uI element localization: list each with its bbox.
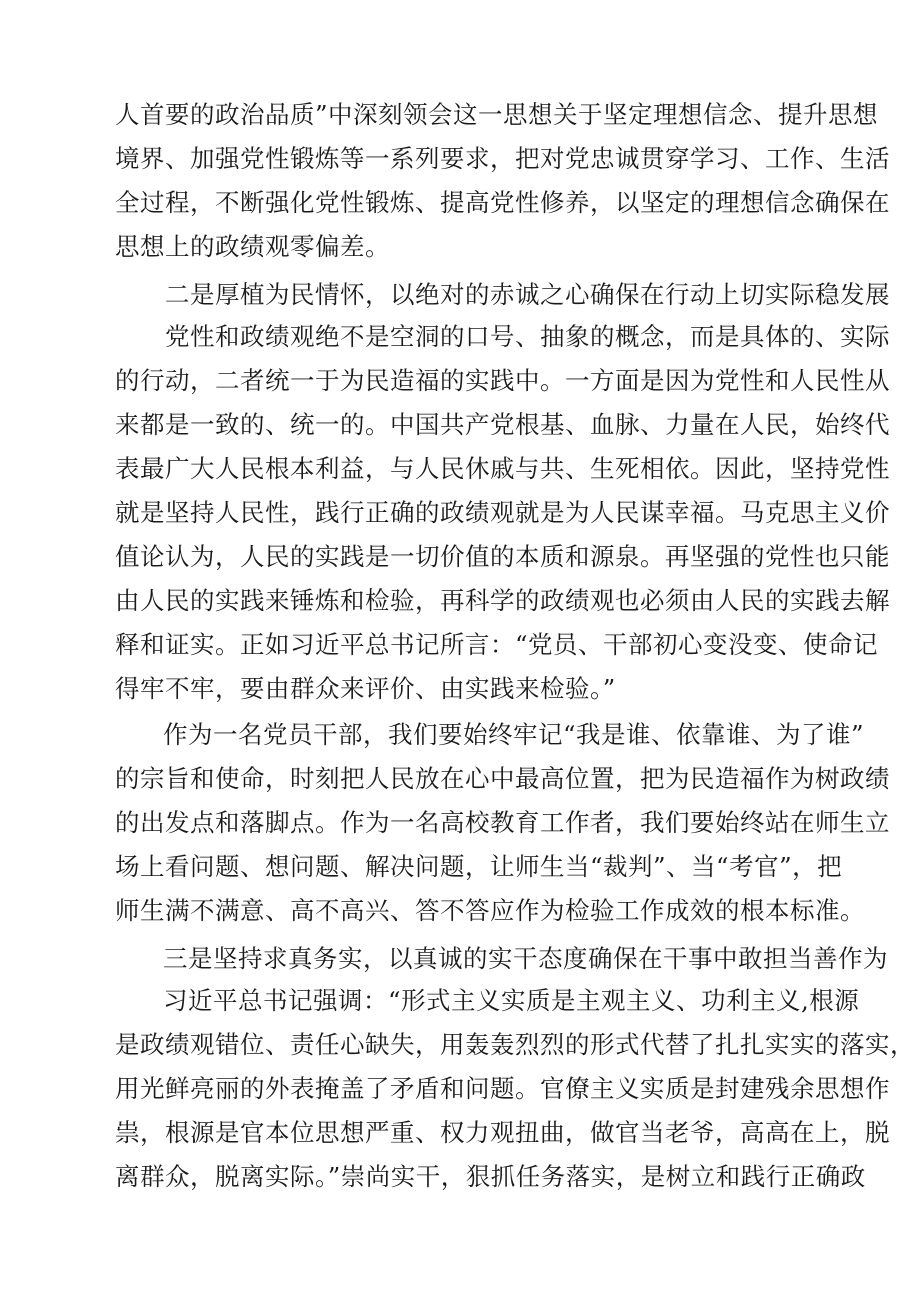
body-text-line: 得牢不牢，要由群众来评价、由实践来检验。” (115, 674, 616, 703)
body-text-line: 师生满不满意、高不高兴、答不答应作为检验工作成效的根本标准。 (115, 896, 865, 925)
body-text-line: 离群众，脱离实际。”崇尚实干，狠抓任务落实，是树立和践行正确政 (115, 1162, 866, 1191)
body-text-line: 表最广大人民根本利益，与人民休戚与共、生死相依。因此，坚持党性 (115, 454, 890, 483)
body-text-line: 全过程，不断强化党性锻炼、提高党性修养，以坚定的理想信念确保在 (115, 188, 890, 217)
body-text-line: 境界、加强党性锻炼等一系列要求，把对党忠诚贯穿学习、工作、生活 (115, 144, 890, 173)
body-text-line: 用光鲜亮丽的外表掩盖了矛盾和问题。官僚主义实质是封建残余思想作 (115, 1074, 890, 1103)
body-text-line: 的宗旨和使命，时刻把人民放在心中最高位置，把为民造福作为树政绩 (115, 764, 890, 793)
body-text-line: 人首要的政治品质”中深刻领会这一思想关于坚定理想信念、提升思想 (115, 100, 879, 129)
section-heading-3: 三是坚持求真务实，以真诚的实干态度确保在干事中敢担当善作为 (163, 944, 888, 973)
body-text-line: 的行动，二者统一于为民造福的实践中。一方面是因为党性和人民性从 (115, 366, 890, 395)
body-text-line: 来都是一致的、统一的。中国共产党根基、血脉、力量在人民，始终代 (115, 410, 890, 439)
section-heading-2: 二是厚植为民情怀，以绝对的赤诚之心确保在行动上切实际稳发展 (165, 280, 890, 309)
body-text-line: 值论认为，人民的实践是一切价值的本质和源泉。再坚强的党性也只能 (115, 542, 890, 571)
body-text-line: 祟，根源是官本位思想严重、权力观扭曲，做官当老爷，高高在上，脱 (115, 1118, 890, 1147)
body-text-line: 习近平总书记强调：“形式主义实质是主观主义、功利主义,根源 (163, 986, 860, 1015)
body-text-line: 党性和政绩观绝不是空洞的口号、抽象的概念，而是具体的、实际 (165, 322, 890, 351)
body-text-line: 作为一名党员干部，我们要始终牢记“我是谁、依靠谁、为了谁” (163, 720, 865, 749)
body-text-line: 是政绩观错位、责任心缺失，用轰轰烈烈的形式代替了扎扎实实的落实， (115, 1030, 915, 1059)
body-text-line: 释和证实。正如习近平总书记所言：“党员、干部初心变没变、使命记 (115, 630, 879, 659)
body-text-line: 的出发点和落脚点。作为一名高校教育工作者，我们要始终站在师生立 (115, 808, 890, 837)
body-text-line: 由人民的实践来锤炼和检验，再科学的政绩观也必须由人民的实践去解 (115, 586, 890, 615)
body-text-line: 思想上的政绩观零偏差。 (115, 232, 390, 261)
body-text-line: 就是坚持人民性，践行正确的政绩观就是为人民谋幸福。马克思主义价 (115, 498, 890, 527)
body-text-line: 场上看问题、想问题、解决问题，让师生当“裁判”、当“考官”，把 (115, 852, 843, 881)
